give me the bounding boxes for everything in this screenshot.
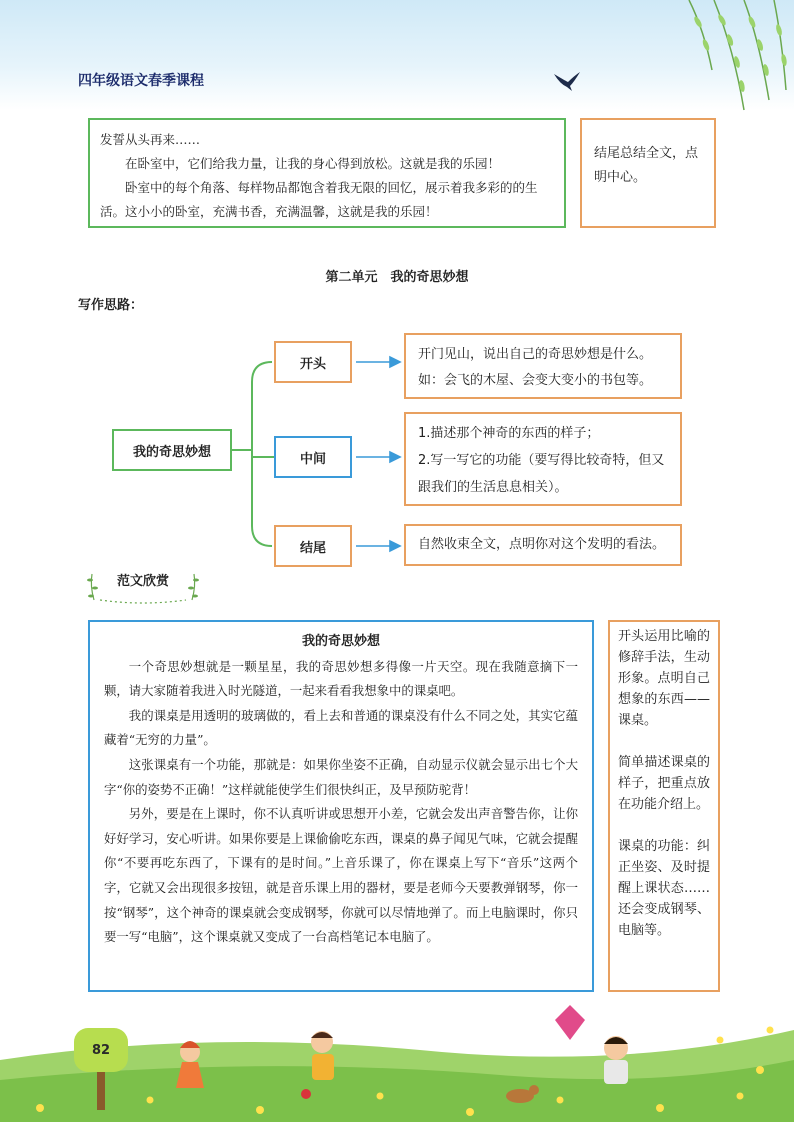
willow-branch-decoration	[594, 0, 794, 120]
model-essay-box	[88, 620, 594, 992]
unit-title: 第二单元 我的奇思妙想	[325, 270, 469, 285]
model-essay-title: 我的奇思妙想	[301, 634, 380, 649]
essay-line: 在卧室中，它们给我力量，让我的身心得到放松。这就是我的乐园！	[125, 156, 501, 171]
detail-line: 自然收束全文，点明你对这个发明的看法。	[418, 537, 666, 552]
side-note-text: 结尾总结全文，点明中心。	[594, 146, 699, 185]
mindmap-detail-opening	[404, 333, 682, 399]
mindmap-node-ending: 结尾	[274, 525, 352, 567]
course-title: 四年级语文春季课程	[78, 73, 204, 89]
essay-excerpt-box	[88, 118, 566, 228]
detail-line: 如：会飞的木屋、会变大变小的书包等。	[418, 373, 653, 388]
detail-line: 1.描述那个神奇的东西的样子；	[418, 426, 600, 441]
essay-line: 发誓从头再来……	[100, 132, 201, 147]
detail-line: 2.写一写它的功能（要写得比较奇特，但又跟我们的生活息息相关）。	[418, 453, 665, 495]
annotation-note: 开头运用比喻的修辞手法，生动形象。点明自己想象的东西——课桌。	[618, 629, 710, 728]
tree-icon	[97, 1070, 105, 1110]
page-number: 82	[74, 1028, 128, 1072]
mindmap-node-opening: 开头	[274, 341, 352, 383]
essay-paragraph: 另外，要是在上课时，你不认真听讲或思想开小差，它就会发出声音警告你，让你好好学习，安心听讲。如果你要是上课偷偷吃东西，课桌的鼻子闻见气味，它就会提醒你“不要再吃东西了，下课有的是时间。”上音乐课了，你在课桌上写下“音乐”这两个字，它就又会出现很多按钮，就是音乐课上用的器材，要是老师今天要教弹钢琴，你一按“钢琴”，这个神奇的课桌就会变成钢琴，你就可以尽情地弹了。而上电脑课时，你只要一写“电脑”，这个课桌就又变成了一台高档笔记本电脑了。	[104, 806, 578, 945]
detail-line: 开门见山，说出自己的奇思妙想是什么。	[418, 347, 653, 362]
mindmap-detail-middle	[404, 412, 682, 506]
annotation-note: 简单描述课桌的样子，把重点放在功能介绍上。	[618, 755, 710, 812]
essay-line: 卧室中的每个角落、每样物品都饱含着我无限的回忆，展示着我多彩的的生活。这小小的卧室，充满书香，充满温馨，这就是我的乐园！	[100, 180, 538, 219]
swallow-icon	[552, 70, 582, 92]
mindmap-node-middle: 中间	[274, 436, 352, 478]
essay-paragraph: 我的课桌是用透明的玻璃做的，看上去和普通的课桌没有什么不同之处，其实它蕴藏着“无穷的力量”。	[104, 707, 578, 748]
annotation-note: 课桌的功能：纠正坐姿、及时提醒上课状态……还会变成钢琴、电脑等。	[618, 839, 710, 938]
mindmap-detail-ending	[404, 524, 682, 566]
appreciation-label: 范文欣赏	[116, 574, 169, 589]
mindmap-root: 我的奇思妙想	[112, 429, 232, 471]
model-essay-notes	[608, 620, 720, 992]
essay-paragraph: 这张课桌有一个功能，那就是：如果你坐姿不正确，自动显示仪就会显示出七个大字“你的姿势不正确！”这样就能使学生们很快纠正，及早预防驼背！	[104, 756, 578, 797]
appreciation-banner	[86, 566, 200, 606]
essay-paragraph: 一个奇思妙想就是一颗星星，我的奇思妙想多得像一片天空。现在我随意摘下一颗，请大家随着我进入时光隧道，一起来看看我想象中的课桌吧。	[104, 658, 578, 699]
side-note-box	[580, 118, 716, 228]
writing-approach-label: 写作思路：	[78, 298, 144, 313]
